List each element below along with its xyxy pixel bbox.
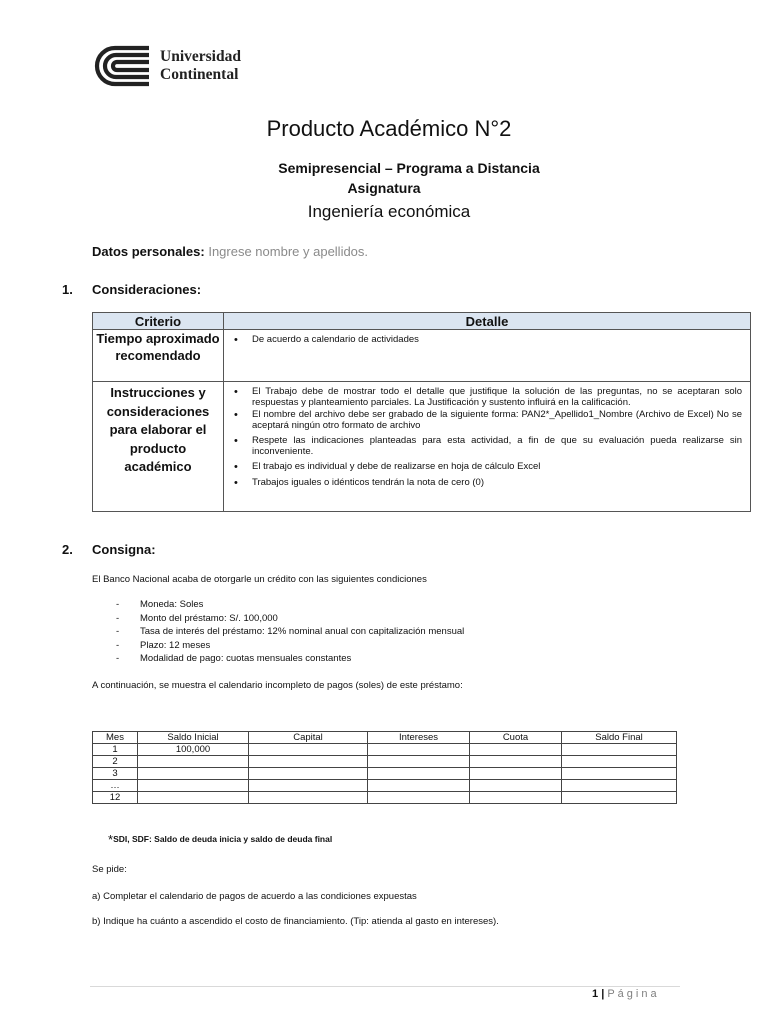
column-header-final-balance: Saldo Final	[562, 732, 677, 744]
table-cell	[562, 756, 677, 768]
table-cell	[368, 792, 470, 804]
table-cell	[470, 780, 562, 792]
table-header-row	[93, 313, 751, 330]
footnote-star: *	[108, 832, 114, 847]
footer-divider	[90, 986, 680, 987]
criterion-cell: Tiempo aproximado recomendado	[93, 330, 224, 382]
table-cell	[138, 780, 249, 792]
personal-data-line	[92, 244, 368, 259]
subject-name: Ingeniería económica	[307, 202, 471, 221]
table-cell	[249, 756, 368, 768]
question-a: a) Completar el calendario de pagos de acuerdo a las condiciones expuestas	[92, 891, 417, 902]
list-item: • El Trabajo debe de mostrar todo el detalle que justifique la solución de las preguntas, no se aceptaran solo respuestas y planteamiento parciales. La Justificación y sustento influirá en la calificación.	[252, 387, 742, 408]
detail-cell	[224, 382, 751, 512]
column-header-interest: Intereses	[368, 732, 470, 744]
section-title: Consigna:	[92, 542, 156, 557]
criterion-cell: Instrucciones y consideraciones para elaborar el producto académico	[93, 382, 224, 512]
table-footnote	[108, 834, 332, 849]
table-cell	[249, 792, 368, 804]
table-row	[93, 768, 677, 780]
table-row	[93, 780, 677, 792]
logo-line-1: Universidad	[160, 48, 241, 65]
table-cell	[368, 780, 470, 792]
table-cell: …	[93, 780, 138, 792]
page-number: 1	[592, 988, 599, 1000]
assignment-intro: El Banco Nacional acaba de otorgarle un crédito con las siguientes condiciones	[92, 574, 427, 585]
table-cell: 1	[93, 744, 138, 756]
column-header-criterion: Criterio	[93, 313, 224, 330]
page-label: Página	[607, 988, 660, 1000]
table-cell: 12	[93, 792, 138, 804]
table-cell	[562, 768, 677, 780]
section-assignment-heading	[62, 542, 156, 557]
logo-line-2: Continental	[160, 66, 239, 83]
table-cell	[368, 744, 470, 756]
logo-wordmark	[160, 48, 241, 84]
loan-conditions-list	[116, 598, 464, 666]
table-header-row	[93, 732, 677, 744]
list-item: • De acuerdo a calendario de actividades	[252, 335, 742, 346]
list-item: - Moneda: Soles	[116, 598, 464, 612]
list-item: - Tasa de interés del préstamo: 12% nominal anual con capitalización mensual	[116, 625, 464, 639]
column-header-capital: Capital	[249, 732, 368, 744]
table-cell	[562, 780, 677, 792]
list-item: • El nombre del archivo debe ser grabado de la siguiente forma: PAN2*_Apellido1_Nombre (Archivo de Excel) No se aceptará ningún otro formato de archivo	[252, 410, 742, 431]
list-item: - Monto del préstamo: S/. 100,000	[116, 612, 464, 626]
list-item: - Modalidad de pago: cuotas mensuales constantes	[116, 652, 464, 666]
detail-list	[230, 387, 742, 488]
table-cell: 2	[93, 756, 138, 768]
list-item: • El trabajo es individual y debe de realizarse en hoja de cálculo Excel	[252, 462, 742, 473]
detail-cell	[224, 330, 751, 382]
table-cell	[470, 768, 562, 780]
page-footer	[592, 988, 660, 1000]
document-title: Producto Académico N°2	[266, 116, 512, 141]
considerations-table	[92, 312, 751, 512]
table-cell	[368, 756, 470, 768]
table-cell	[249, 744, 368, 756]
table-cell: 3	[93, 768, 138, 780]
list-item: • Trabajos iguales o idénticos tendrán la nota de cero (0)	[252, 478, 742, 489]
section-number: 2.	[62, 542, 73, 557]
column-header-installment: Cuota	[470, 732, 562, 744]
section-number: 1.	[62, 282, 73, 297]
table-cell	[470, 744, 562, 756]
list-item: - Plazo: 12 meses	[116, 639, 464, 653]
list-item: • Respete las indicaciones planteadas para esta actividad, a fin de que su evaluación pueda realizarse sin inconveniente.	[252, 436, 742, 457]
column-header-month: Mes	[93, 732, 138, 744]
table-cell	[138, 768, 249, 780]
payment-schedule-table	[92, 731, 677, 804]
asks-label: Se pide:	[92, 864, 127, 875]
table-row	[93, 744, 677, 756]
subject-label: Asignatura	[347, 180, 421, 196]
table-cell	[138, 756, 249, 768]
section-considerations-heading	[62, 282, 201, 297]
modality-subtitle: Semipresencial – Programa a Distancia	[278, 160, 540, 176]
table-cell	[470, 756, 562, 768]
section-title: Consideraciones:	[92, 282, 202, 297]
table-cell	[249, 780, 368, 792]
footnote-text: SDI, SDF: Saldo de deuda inicia y saldo de deuda final	[113, 834, 333, 844]
table-cell	[249, 768, 368, 780]
column-header-detail: Detalle	[224, 313, 751, 330]
table-cell	[562, 792, 677, 804]
table-cell: 100,000	[138, 744, 249, 756]
table-cell	[138, 792, 249, 804]
table-cell	[470, 792, 562, 804]
footer-separator: |	[601, 988, 605, 1000]
table-row	[93, 382, 751, 512]
table-cell	[368, 768, 470, 780]
table-cell	[562, 744, 677, 756]
personal-data-placeholder[interactable]: Ingrese nombre y apellidos.	[208, 244, 369, 259]
personal-data-label: Datos personales:	[92, 244, 205, 259]
detail-list	[230, 335, 742, 346]
table-row	[93, 792, 677, 804]
table-row	[93, 756, 677, 768]
calendar-intro: A continuación, se muestra el calendario incompleto de pagos (soles) de este préstamo:	[92, 680, 463, 691]
column-header-initial-balance: Saldo Inicial	[138, 732, 249, 744]
question-b: b) Indique ha cuánto a ascendido el costo de financiamiento. (Tip: atienda al gasto en intereses).	[92, 916, 499, 927]
table-row	[93, 330, 751, 382]
